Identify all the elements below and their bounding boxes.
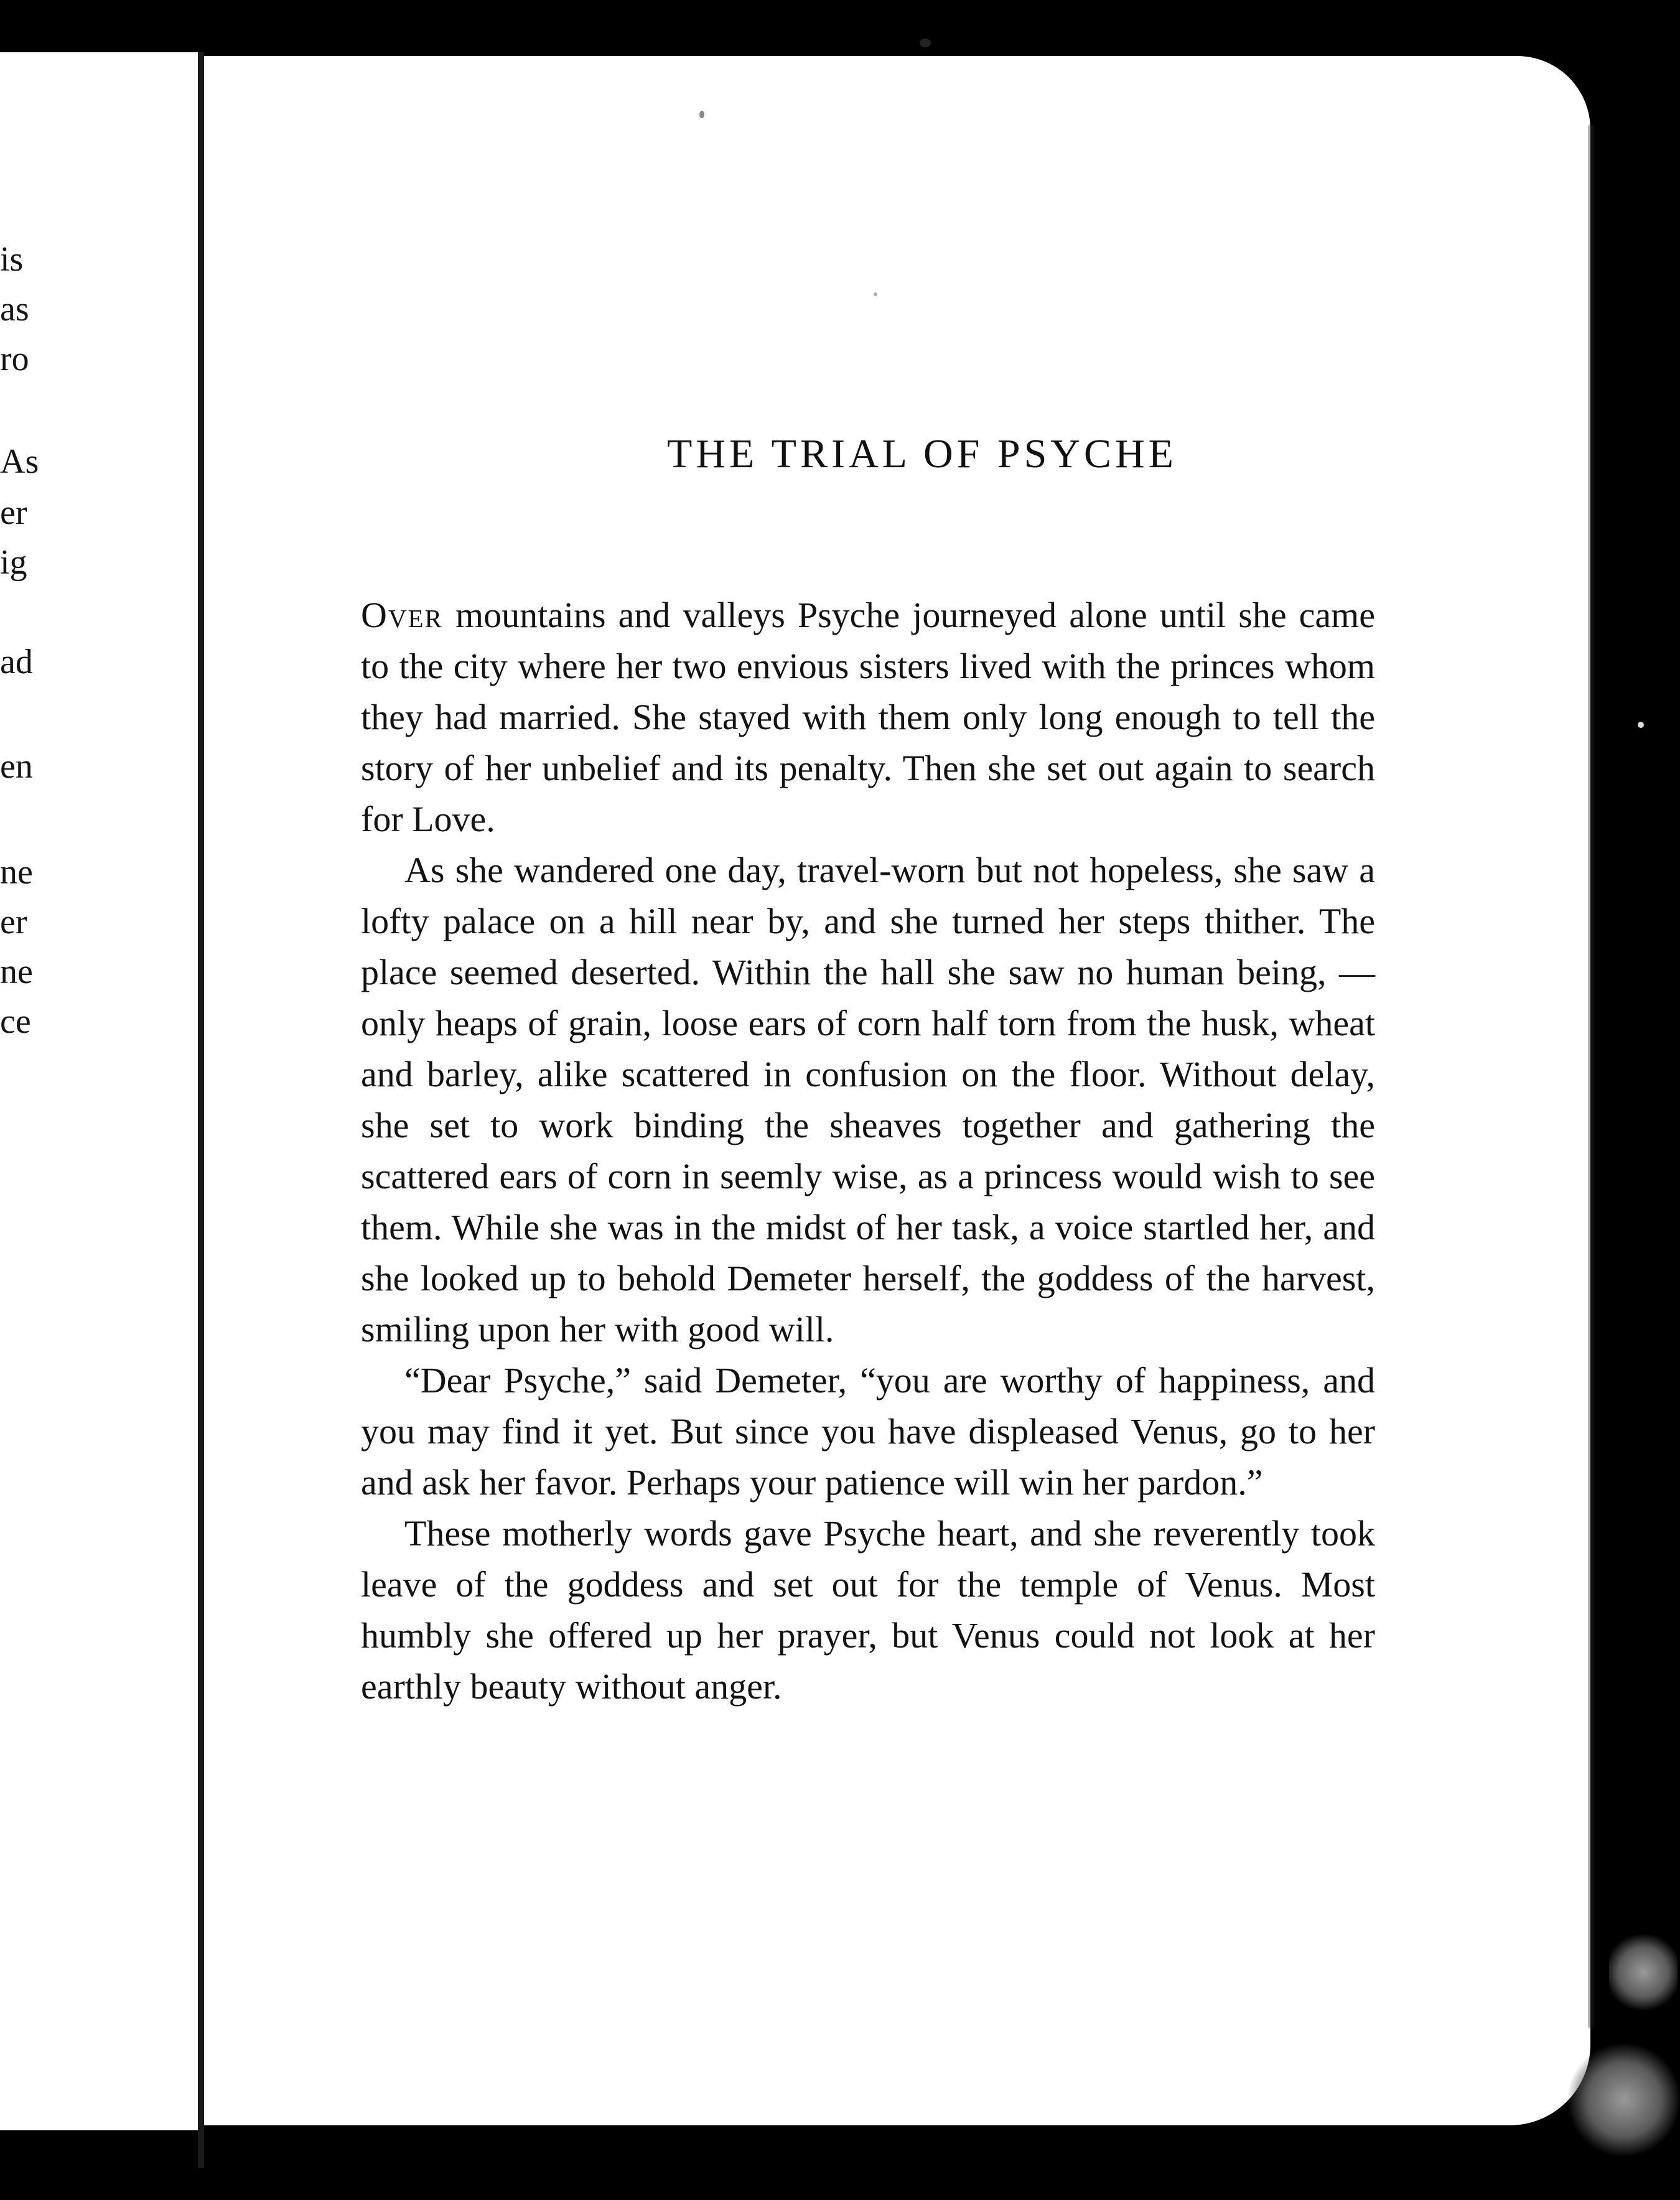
line-fragment: as: [0, 290, 29, 329]
scan-speck: [1638, 722, 1644, 728]
scan-speck: [699, 111, 704, 118]
book-gutter: [198, 52, 204, 2168]
line-fragment: ne: [0, 953, 33, 991]
line-fragment: ne: [0, 853, 33, 892]
lead-word: Over: [361, 595, 443, 635]
paragraph: [361, 1508, 1375, 1712]
chapter-body: [361, 590, 1375, 1712]
current-page: [204, 56, 1590, 2125]
line-fragment: ce: [0, 1002, 31, 1041]
paragraph-text: “Dear Psyche,” said Demeter, “you are worthy of happiness, and you may find it yet. But since you have displeased Venus, go to her and ask her favor. Perhaps your patience will win her pardon.”: [361, 1360, 1375, 1503]
previous-page: [0, 52, 198, 2130]
scan-smudge: [1609, 1929, 1678, 2016]
page-title: THE TRIAL OF PSYCHE: [667, 431, 1177, 477]
line-fragment: ad: [0, 643, 33, 681]
line-fragment: As: [0, 442, 39, 481]
line-fragment: er: [0, 493, 27, 532]
line-fragment: is: [0, 240, 24, 279]
paragraph-text: These motherly words gave Psyche heart, and she reverently took leave of the goddess and set out for the temple of Venus. Most humbly she offered up her prayer, but Venus could not look at her earthly beauty without anger.: [361, 1513, 1375, 1707]
paragraph: [361, 845, 1375, 1355]
paragraph-text: mountains and valleys Psyche journeyed alone until she came to the city where her two envious sisters lived with the princes whom they had married. She stayed with them only long enough to tell the story of her unbelief and its penalty. Then she set out again to search for Love.: [361, 595, 1375, 839]
scan-speck: [874, 292, 877, 296]
paragraph: [361, 590, 1375, 845]
line-fragment: en: [0, 747, 33, 786]
scan-smudge: [1568, 2041, 1680, 2159]
scan-speck: [920, 39, 931, 47]
paragraph-text: As she wandered one day, travel-worn but not hopeless, she saw a lofty palace on a hill near by, and she turned her steps thither. The place seemed deserted. Within the hall she saw no human being, — only heaps of grain, loose ears of corn half torn from the husk, wheat and barley, alike scattered in confusion on the floor. Without delay, she set to work binding the sheaves together and gathering the scattered ears of corn in seemly wise, as a princess would wish to see them. While she was in the midst of her task, a voice startled her, and she looked up to behold Demeter herself, the goddess of the harvest, smiling upon her with good will.: [361, 850, 1375, 1349]
paragraph: [361, 1355, 1375, 1508]
line-fragment: er: [0, 903, 27, 941]
line-fragment: ig: [0, 543, 27, 582]
line-fragment: ro: [0, 340, 29, 378]
page-edge-shadow: [1588, 124, 1594, 2028]
